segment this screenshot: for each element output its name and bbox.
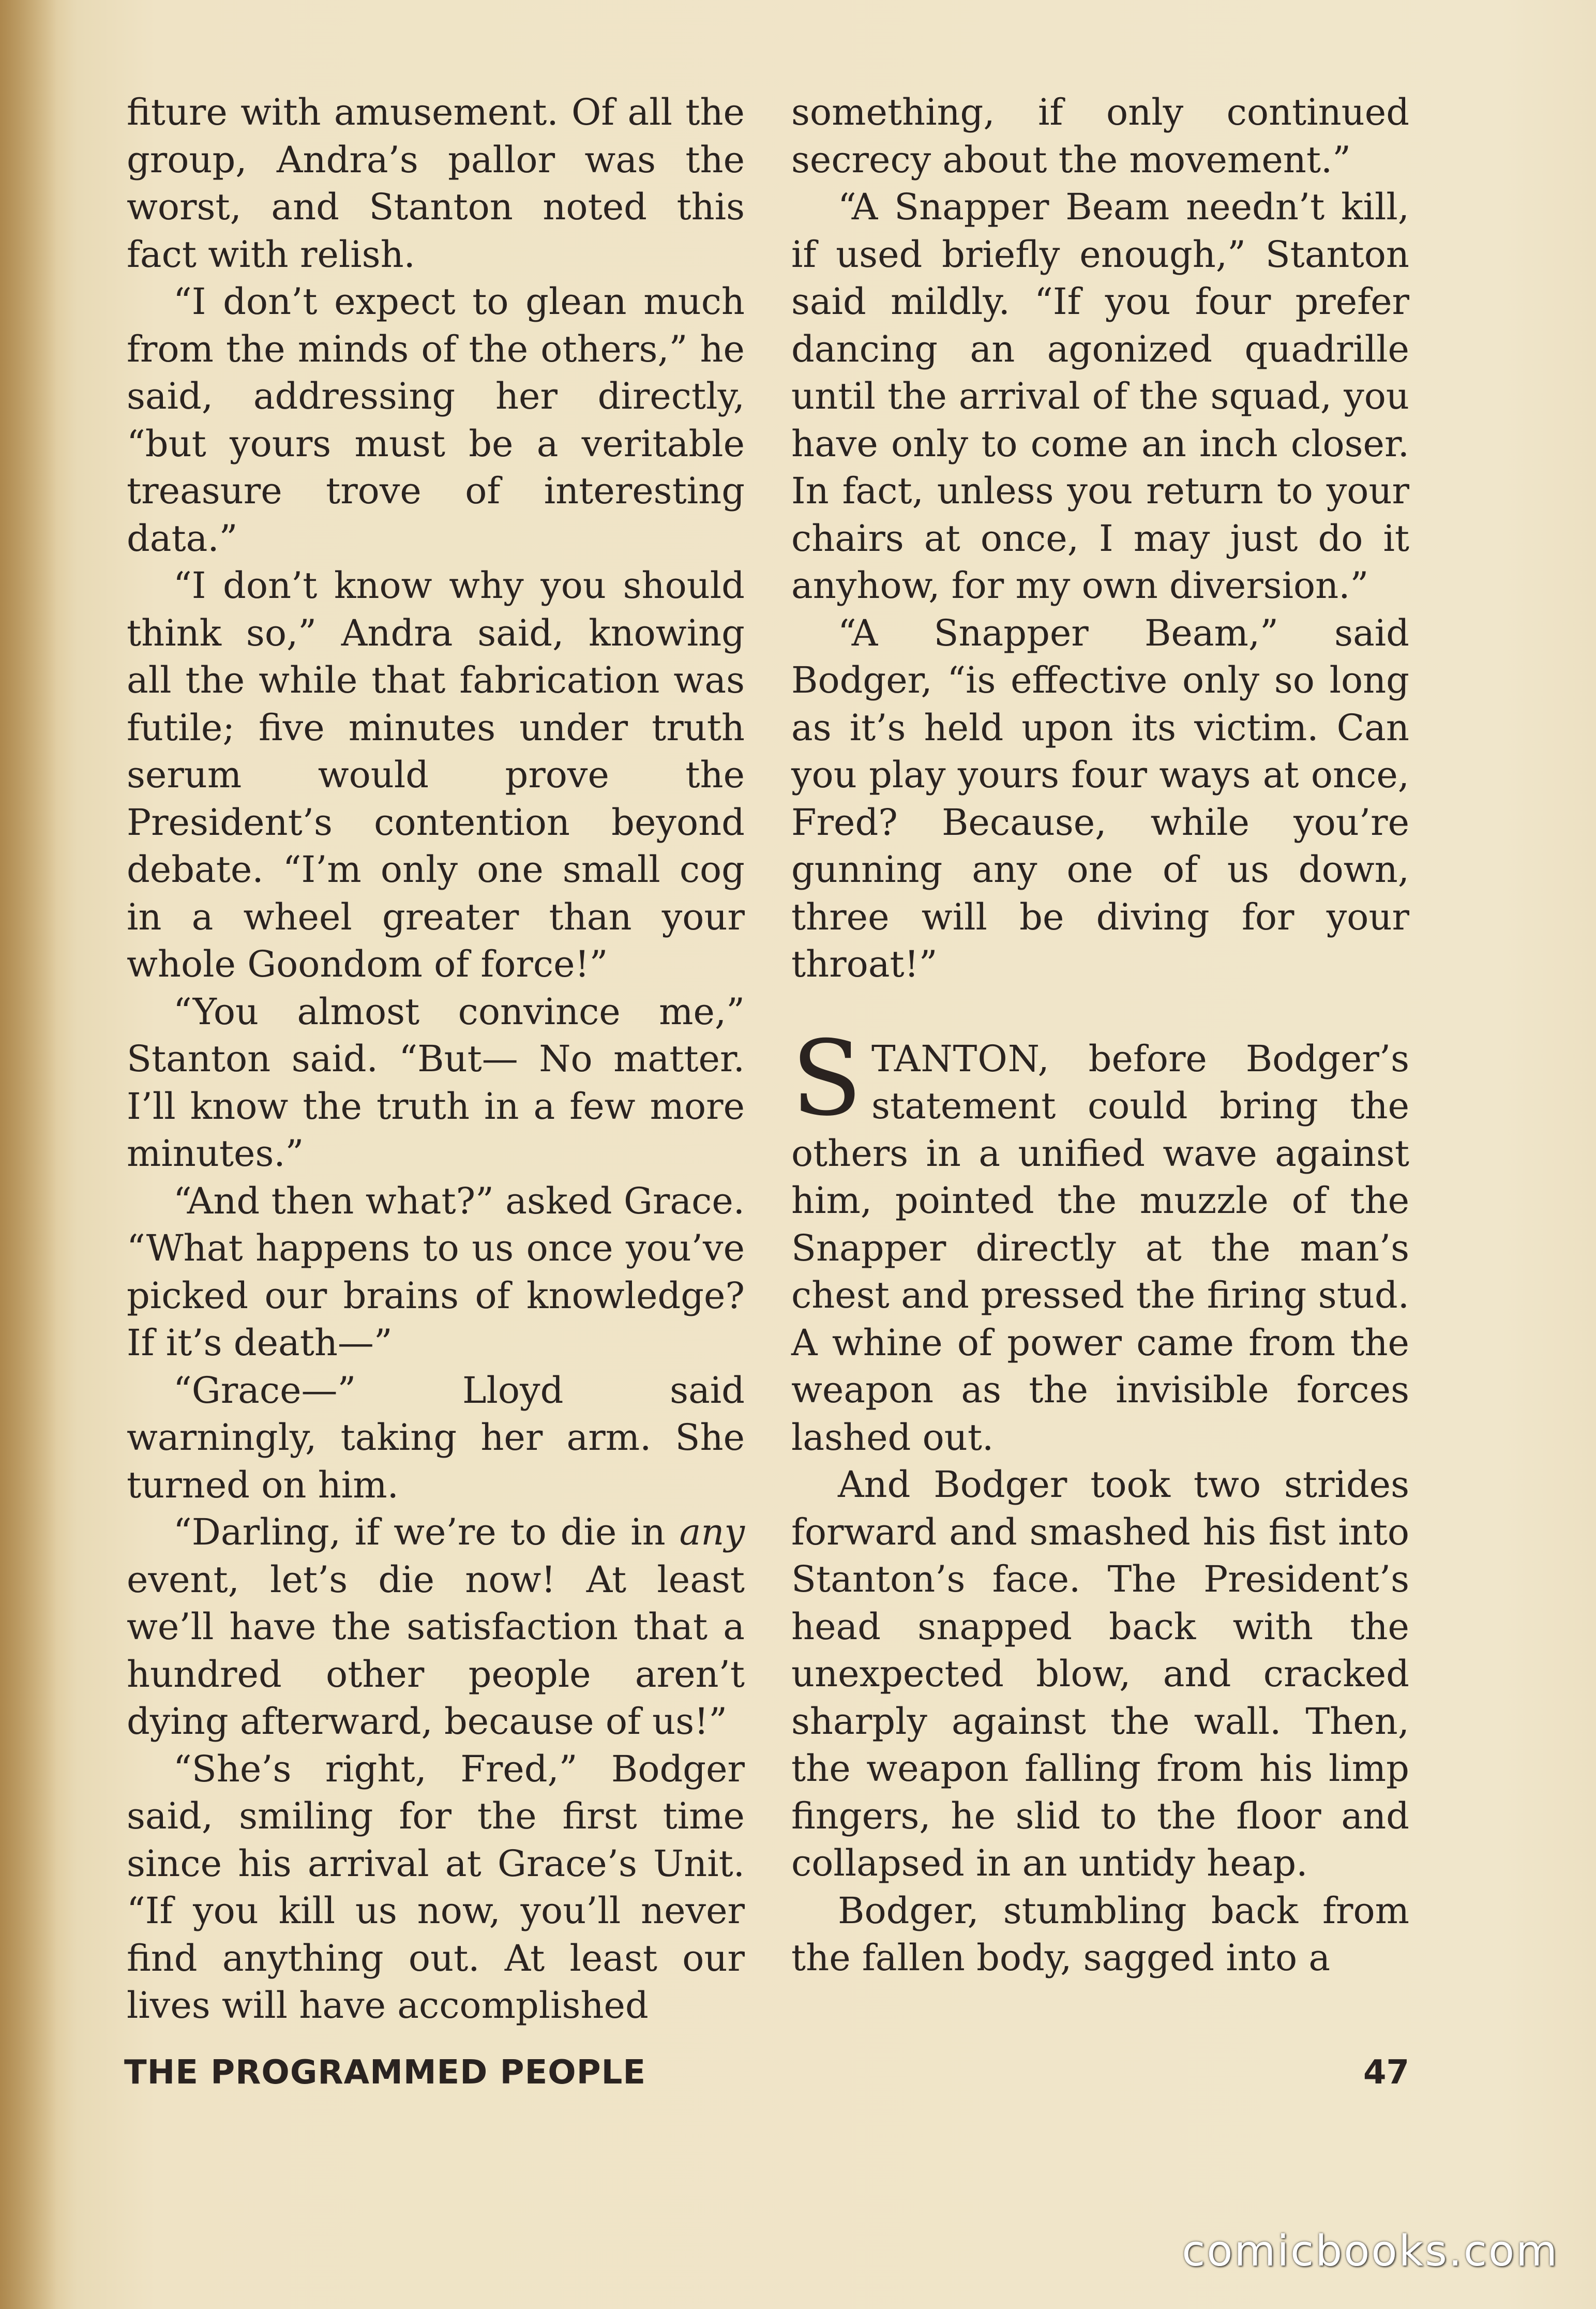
paragraph: “I don’t know why you should think so,” Andra said, knowing all the while that fabrication was futile; five minutes under truth serum would prove the President’s contention beyond debate. “I’m only one small cog in a wheel greater than your whole Goondom of force!” bbox=[127, 564, 745, 985]
paragraph: something, if only continued secrecy about the movement.” bbox=[791, 91, 1409, 181]
drop-cap-paragraph bbox=[791, 1018, 1409, 1462]
paragraph: “Grace—” Lloyd said warningly, taking her arm. She turned on him. bbox=[127, 1369, 745, 1506]
paragraph: “She’s right, Fred,” Bodger said, smiling for the first time since his arrival at Grace’s Unit. “If you kill us now, you’ll never find anything out. At least our lives will have accomplished bbox=[127, 1747, 745, 2027]
drop-cap: S bbox=[791, 1018, 863, 1139]
paragraph: fiture with amusement. Of all the group, Andra’s pallor was the worst, and Stanton noted this fact with relish. bbox=[127, 91, 745, 276]
section-break bbox=[791, 988, 1409, 1036]
paragraph: And Bodger took two strides forward and smashed his fist into Stanton’s face. The President’s head snapped back with the unexpected blow, and cracked sharply against the wall. Then, the weapon falling from his limp fingers, he slid to the floor and collapsed in an untidy heap. bbox=[791, 1463, 1409, 1884]
paragraph-text: “Darling, if we’re to die in bbox=[173, 1511, 680, 1553]
site-watermark: comicbooks.com bbox=[1182, 2227, 1559, 2276]
paragraph: “You almost convince me,” Stanton said. “But— No matter. I’ll know the truth in a few more minutes.” bbox=[127, 990, 745, 1175]
paragraph: “A Snapper Beam,” said Bodger, “is effective only so long as it’s held upon its victim. Can you play yours four ways at once, Fred? Because, while you’re gunning any one of us down, three will be diving for your throat!” bbox=[791, 611, 1409, 985]
paragraph: “I don’t expect to glean much from the minds of the others,” he said, addressing her directly, “but yours must be a veritable treasure trove of interesting data.” bbox=[127, 280, 745, 560]
paragraph bbox=[127, 1509, 745, 1746]
running-title: THE PROGRAMMED PEOPLE bbox=[124, 2053, 646, 2092]
page-number: 47 bbox=[1363, 2053, 1409, 2092]
right-text-column bbox=[791, 89, 1409, 1982]
paragraph: “And then what?” asked Grace. “What happens to us once you’ve picked our brains of knowledge? If it’s death—” bbox=[127, 1179, 745, 1364]
left-text-column bbox=[127, 89, 745, 2030]
paragraph: “A Snapper Beam needn’t kill, if used briefly enough,” Stanton said mildly. “If you four prefer dancing an agonized quadrille until the arrival of the squad, you have only to come an inch closer. In fact, unless you return to your chairs at once, I may just do it anyhow, for my own diversion.” bbox=[791, 186, 1409, 607]
spine-shadow bbox=[0, 0, 57, 2309]
paragraph: Bodger, stumbling back from the fallen body, sagged into a bbox=[791, 1889, 1409, 1979]
paragraph-text: event, let’s die now! At least we’ll have the satisfaction that a hundred other people aren’t dying afterward, because of us!” bbox=[127, 1558, 745, 1743]
paragraph-text: before Bodger’s statement could bring the others in a unified wave against him, pointed the muzzle of the Snapper directly at the man’s chest and pressed the firing stud. A whine of power came from the weapon as the invisible forces lashed out. bbox=[791, 1037, 1409, 1459]
lead-word: TANTON, bbox=[871, 1037, 1050, 1080]
emphasis-text: any bbox=[679, 1511, 745, 1553]
